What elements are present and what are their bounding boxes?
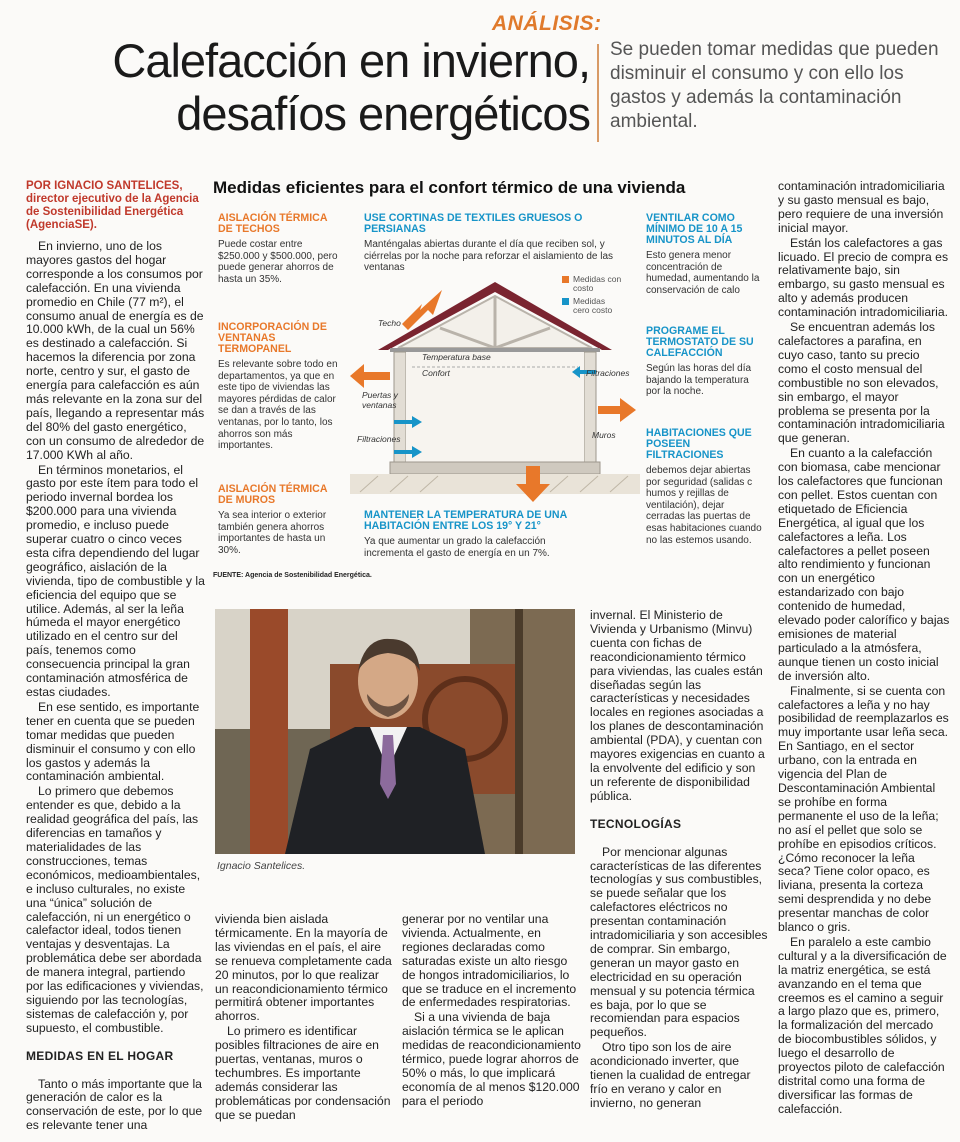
info-text: Ya sea interior o exterior también genera ahorros importantes de hasta un 30%. <box>218 510 327 556</box>
info-heading: MANTENER LA TEMPERATURA DE UNA HABITACIÓN ENTRE LOS 19° Y 21° <box>364 509 567 532</box>
info-heading: AISLACIÓN TÉRMICA DE MUROS <box>218 483 328 506</box>
byline: POR IGNACIO SANTELICES, director ejecutivo de la Agencia de Sostenibilidad Energética (AgenciaSE). <box>26 180 199 231</box>
article-column-3 <box>402 913 582 1110</box>
info-heading: INCORPORACIÓN DE VENTANAS TERMOPANEL <box>218 321 327 355</box>
info-text: Según las horas del día bajando la temperatura por la noche. <box>646 363 752 398</box>
photo-caption: Ignacio Santelices. <box>217 860 306 872</box>
paragraph: Están los calefactores a gas licuado. El precio de compra es relativamente bajo, sin embargo, su gasto mensual es alto y además producen contaminación intradomiciliaria. <box>778 235 949 320</box>
info-termostato <box>646 326 764 398</box>
paragraph: Si a una vivienda de baja aislación térmica se le aplican medidas de reacondicionamiento térmico, puede lograr ahorros de 50% o más, lo que implicará economía de al menos $120.000 para el periodo <box>402 1010 581 1108</box>
info-cortinas <box>364 213 634 274</box>
info-text: Es relevante sobre todo en departamentos, ya que en este tipo de viviendas las mayores pérdidas de calor se dan a través de las ventanas, por lo tanto, los ahorros son más importantes. <box>218 359 338 452</box>
info-text: Esto genera menor concentración de humedad, aumentando la conservación de calo <box>646 250 760 296</box>
paragraph: invernal. El Ministerio de Vivienda y Urbanismo (Minvu) cuenta con fichas de reacondicionamiento térmico para viviendas, las cuales están diseñadas según las características y necesidades locales en regiones asociadas a los planes de descontaminación ambiental (PDA), y cuentan con mayores exigencias en cuanto a la envolvente del edificio y son un referente de disponibilidad pública. <box>590 608 765 803</box>
paragraph: generar por no ventilar una vivienda. Actualmente, en regiones declaradas como saturadas existe un alto riesgo de hongos intradomiciliarios, lo que se traduce en el incremento de enfermedades respiratorias. <box>402 912 577 1010</box>
article-column-5 <box>778 180 950 1118</box>
paragraph: Lo primero que debemos entender es que, debido a la realidad geográfica del país, las diferencias en tamaños y materialidades de las construcciones, temas económicos, medioambientales, e incluso culturales, no existe una “única” solución de calefacción, ni un energético o calefactor ideal, todos tienen ventajas y desventajas. La problemática debe ser abordada de manera integral, partiendo por las edificaciones y viviendas, siguiendo por las tecnologías, sistemas de calefacción y, por supuesto, el combustible. <box>26 784 204 1035</box>
legend-costo: Medidas con costo <box>573 274 622 293</box>
headline-line-2: desafíos energéticos <box>176 87 590 140</box>
paragraph: Por mencionar algunas características de las diferentes tecnologías y sus combustibles, se puede señalar que los calefactores eléctricos no presentan contaminación intradomiciliaria y son accesibles de comprar. Sin embargo, generan un mayor gasto en electricidad en su operación mensual y su potencia térmica es baja, por lo que se recomiendan para espacios pequeños. <box>590 844 768 1040</box>
paragraph: En paralelo a este cambio cultural y a la diversificación de la matriz energética, se está avanzando en el tema que creemos es el camino a seguir a largo plazo que es, primero, la formalización del mercado de biocombustibles sólidos, y luego el desarrollo de proyectos piloto de calefacción distrital como una forma de diversificar las formas de calefacción. <box>778 934 947 1116</box>
label-puertas-ventanas: Puertas y ventanas <box>362 390 398 410</box>
heat-loss-roof-arrow <box>402 290 442 330</box>
paragraph: En términos monetarios, el gasto por este ítem para todo el periodo invernal bordea los $200.000 para una vivienda promedio, e incluso puede superar cuatro o cinco veces esta cifra dependiendo del lugar geográfico, aislación de la vivienda, tipo de combustible y la eficiencia del equipo que se utilice. Además, al ser la leña húmeda el mayor energético utilizado en el centro sur del país, tenemos como consecuencia principal la gran contaminación atmosférica de estas ciudades. <box>26 462 205 699</box>
paragraph: Finalmente, si se cuenta con calefactores a leña y no hay posibilidad de reemplazarlos es muy importante usar leña seca. En Santiago, en el sector urbano, con la entrada en vigencia del Plan de Descontaminación Ambiental se prohíbe en forma permanente el uso de la leña; no así el pellet que solo se prohíbe en episodios críticos. ¿Cómo reconocer la leña seca? Tiene color opaco, es liviana, presenta la corteza semi desprendida y no debe presentar manchas de color blanco o gris. <box>778 683 949 935</box>
info-heading: AISLACIÓN TÉRMICA DE TECHOS <box>218 212 328 235</box>
label-temperatura-base: Temperatura base <box>422 352 491 362</box>
label-filtraciones-right: Filtraciones <box>586 368 630 378</box>
wood-post <box>250 609 288 854</box>
label-muros: Muros <box>592 430 616 440</box>
info-heading: VENTILAR COMO MÍNIMO DE 10 A 15 MINUTOS AL DÍA <box>646 212 743 246</box>
infographic-source: FUENTE: Agencia de Sostenibilidad Energética. <box>213 572 372 579</box>
paragraph: Lo primero es identificar posibles filtraciones de aire en puertas, ventanas, muros o techumbres. Es importante además considerar las problemáticas por condensación que se puedan <box>215 1024 391 1122</box>
paragraph: vivienda bien aislada térmicamente. En la mayoría de las viviendas en el país, el aire se renueva completamente cada 20 minutos, por lo que realizar un reacondicionamiento térmico permitirá obtener importantes ahorros. <box>215 912 392 1024</box>
info-text: Manténgalas abiertas durante el día que reciben sol, y ciérrelas por la noche para reforzar el aislamiento de las ventanas <box>364 239 614 274</box>
info-mantener-temperatura <box>364 510 594 559</box>
subhead-tecnologias: TECNOLOGÍAS <box>590 816 682 831</box>
header-divider <box>597 44 599 142</box>
portrait-illustration <box>215 609 575 854</box>
paragraph: Tanto o más importante que la generación de calor es la conservación de este, por lo que es relevante tener una <box>26 1076 203 1133</box>
info-text: Puede costar entre $250.000 y $500.000, pero puede generar ahorros de hasta un 35%. <box>218 239 338 285</box>
portrait-photo <box>215 609 575 854</box>
info-heading: PROGRAME EL TERMOSTATO DE SU CALEFACCIÓN <box>646 325 754 359</box>
info-ventanas-termopanel <box>218 322 343 452</box>
heat-loss-window-arrow <box>350 364 390 388</box>
label-confort: Confort <box>422 368 450 378</box>
info-text: Ya que aumentar un grado la calefacción incrementa el gasto de energía en un 7%. <box>364 536 550 559</box>
paragraph: En ese sentido, es importante tener en cuenta que se pueden tomar medidas que pueden disminuir el consumo y con ello los gastos y además la contaminación ambiental. <box>26 699 200 784</box>
paragraph: Otro tipo son los de aire acondicionado inverter, que tienen la cualidad de entregar frío en verano y calor en invierno, no generan <box>590 1040 751 1110</box>
article-column-4 <box>590 609 768 1112</box>
info-heading: HABITACIONES QUE POSEEN FILTRACIONES <box>646 427 752 461</box>
info-ventilar <box>646 213 764 296</box>
headline <box>20 34 590 140</box>
section-kicker: ANÁLISIS: <box>492 12 602 35</box>
info-habitaciones <box>646 428 764 546</box>
heat-loss-wall-arrow <box>598 398 636 422</box>
paragraph: Se encuentran además los calefactores a parafina, en cuyo caso, tanto su precio como el costo mensual del combustible no son elevados, sin embargo, el mayor problema se presenta por la contaminación intradomiciliaria que generan. <box>778 320 945 446</box>
label-techo: Techo <box>378 318 401 328</box>
headline-line-1: Calefacción en invierno, <box>112 34 590 87</box>
infographic-title: Medidas eficientes para el confort térmico de una vivienda <box>213 178 686 197</box>
info-heading: USE CORTINAS DE TEXTILES GRUESOS O PERSIANAS <box>364 212 583 235</box>
label-filtraciones-left: Filtraciones <box>357 434 401 444</box>
legend-cero: Medidas cero costo <box>573 296 613 315</box>
paragraph: En invierno, uno de los mayores gastos del hogar corresponde a los consumos por calefacción. En una vivienda promedio en Chile (77 m²), el consumo anual de energía es de 10.000 kWh, de la cual un 56% es destinado a calefacción. Si hacemos la diferencia por zona norte, centro y sur, el gasto de energía para calefacción es aún más relevante en la zona sur del país, llegando a representar más del 80% del gasto energético, con un consumo de alrededor de 17.000 KWh al año. <box>26 239 205 462</box>
info-aislacion-techos <box>218 213 343 285</box>
paragraph: contaminación intradomiciliaria y su gasto mensual es bajo, pero requiere de una inversión inicial mayor. <box>778 179 945 235</box>
floor <box>390 462 600 474</box>
paragraph: En cuanto a la calefacción con biomasa, cabe mencionar los calefactores que funcionan con pellet. Estos cuentan con etiquetado de Eficiencia Energética, al igual que los calefactores a leña. Los calefactores a pellet poseen alto rendimiento y funcionan con un energético estandarizado con bajo contenido de humedad, elevado poder calorífico y bajas emisiones de material particulado a la atmósfera, aunque tienen un costo inicial de inversión alto. <box>778 446 950 683</box>
deck-text: Se pueden tomar medidas que pueden disminuir el consumo y con ello los gastos y además la contaminación ambiental. <box>610 39 939 132</box>
subhead-medidas-hogar: MEDIDAS EN EL HOGAR <box>26 1048 174 1063</box>
article-column-1 <box>26 180 206 1134</box>
article-column-2 <box>215 913 395 1124</box>
info-text: debemos dejar abiertas por seguridad (salidas c humos y rejillas de ventilación), dejar cerradas las puertas de esas habitaciones cuando no las estemos usando. <box>646 465 762 546</box>
info-aislacion-muros <box>218 484 343 556</box>
